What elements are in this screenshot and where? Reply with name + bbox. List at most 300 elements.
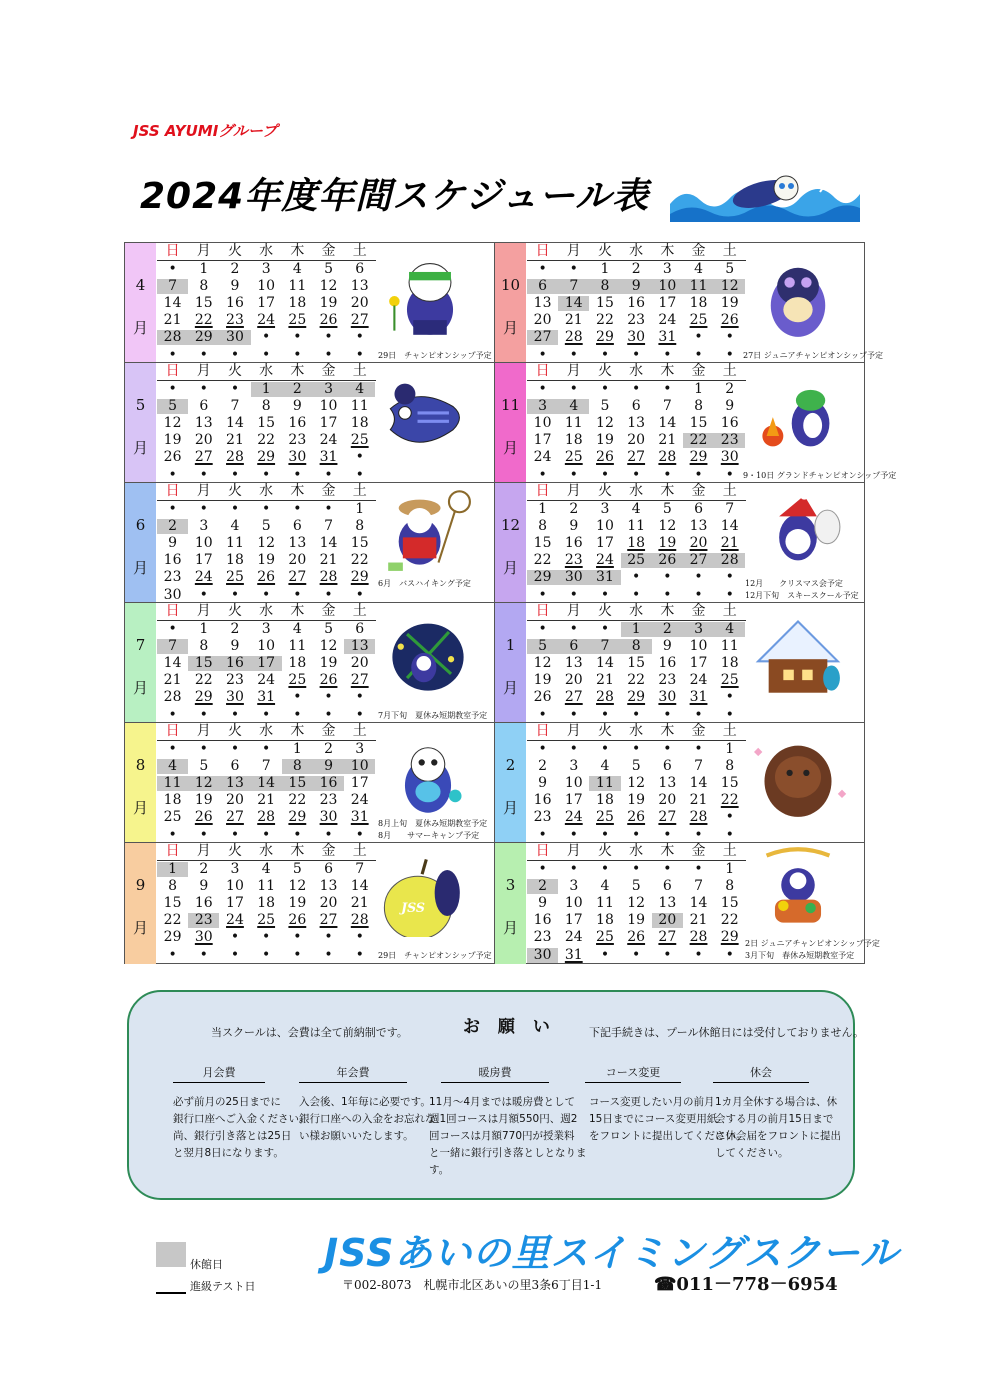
day-cell: 21 [596, 672, 614, 689]
page-title: 2024年度年間スケジュール表 [140, 176, 650, 217]
day-cell: 4 [292, 261, 302, 278]
empty-day: • [725, 586, 734, 603]
day-cell: 17 [226, 895, 244, 912]
penguin-illustration [375, 731, 481, 819]
day-cell: 11 [589, 776, 620, 791]
empty-day: • [324, 329, 333, 346]
month-block [125, 603, 495, 723]
empty-day: • [663, 586, 672, 603]
empty-day: • [262, 946, 271, 963]
day-cell: 20 [533, 312, 552, 329]
day-cell: 26 [319, 672, 338, 689]
annual-fee-text: 入会後、1年毎に必要です。 銀行口座への入金をお忘れな い様お願いいたします。 [299, 1096, 436, 1142]
event-note: 12月下旬 スキースクール予定 [745, 591, 859, 600]
empty-day: • [324, 501, 333, 518]
day-cell: 21 [720, 535, 739, 552]
day-cell: 4 [600, 758, 610, 775]
month-band [495, 243, 526, 362]
empty-day: • [725, 706, 734, 723]
day-cell: 4 [292, 621, 302, 638]
week-row [527, 415, 746, 432]
day-cell: 22 [627, 672, 646, 689]
event-note: 6月 バスハイキング予定 [378, 579, 471, 588]
day-cell: 20 [288, 552, 307, 569]
month-kanji: 月 [502, 439, 518, 457]
empty-day: • [355, 706, 364, 723]
empty-day: • [538, 826, 547, 843]
day-cell: 21 [564, 312, 583, 329]
day-cell: 19 [627, 912, 646, 929]
day-cell: 16 [288, 415, 307, 432]
week-row [527, 449, 746, 466]
week-row [527, 929, 746, 946]
day-cell: 19 [533, 672, 552, 689]
day-cell: 23 [163, 569, 182, 586]
month-number: 9 [135, 876, 146, 894]
empty-day: • [725, 466, 734, 483]
penguin-illustration [745, 251, 851, 339]
day-cell: 15 [627, 655, 646, 672]
heating-fee-heading: 暖房費 [441, 1064, 549, 1083]
empty-day: • [538, 621, 547, 638]
day-cell: 20 [627, 432, 646, 449]
day-cell: 15 [689, 415, 708, 432]
empty-day: • [293, 346, 302, 363]
weekday-header: 金 [691, 363, 706, 379]
day-cell: 28 [689, 929, 708, 946]
penguin-illustration [375, 611, 481, 699]
day-cell: 22 [720, 912, 739, 929]
day-cell: 22 [350, 552, 369, 569]
day-cell: 8 [725, 878, 735, 895]
week-row [527, 518, 746, 535]
day-cell: 24 [350, 792, 369, 809]
week-row [157, 672, 376, 689]
empty-day: • [230, 501, 240, 518]
weekday-header: 土 [722, 603, 737, 619]
day-cell: 25 [288, 312, 307, 329]
day-cell: 10 [564, 775, 583, 792]
day-cell: 19 [319, 655, 338, 672]
weekday-header: 木 [660, 603, 675, 619]
day-cell: 16 [163, 552, 182, 569]
month-block [125, 483, 495, 603]
weekday-header: 火 [597, 603, 612, 619]
day-cell: 10 [257, 278, 276, 295]
weekday-header: 金 [691, 603, 706, 619]
day-cell: 10 [689, 638, 708, 655]
day-cell: 24 [533, 449, 552, 466]
day-cell: 8 [282, 759, 313, 774]
day-cell: 13 [689, 518, 708, 535]
day-cell: 20 [658, 792, 677, 809]
day-cell: 1 [157, 862, 188, 877]
day-cell: 9 [292, 398, 302, 415]
empty-day: • [663, 346, 672, 363]
empty-day: • [324, 466, 333, 483]
day-cell: 9 [538, 775, 548, 792]
month-number: 6 [135, 516, 146, 534]
month-grid [527, 843, 746, 964]
day-cell: 1 [600, 261, 610, 278]
day-cell: 1 [251, 382, 282, 397]
week-row [157, 449, 376, 466]
day-cell: 7 [157, 639, 188, 654]
day-cell: 29 [350, 569, 369, 586]
month-kanji: 月 [132, 319, 148, 337]
day-cell: 30 [194, 929, 213, 946]
day-cell: 23 [564, 552, 583, 569]
leave-heading: 休会 [713, 1064, 809, 1083]
day-cell: 14 [226, 415, 244, 432]
weekday-header: 土 [352, 843, 367, 859]
empty-day: • [694, 706, 703, 723]
day-cell: 19 [319, 295, 338, 312]
weekday-header: 金 [321, 603, 336, 619]
day-cell: 16 [226, 295, 244, 312]
empty-day: • [694, 946, 703, 963]
day-cell: 17 [564, 792, 583, 809]
empty-day: • [168, 826, 177, 843]
day-cell: 8 [199, 638, 209, 655]
day-cell: 23 [288, 432, 307, 449]
week-row [527, 912, 746, 929]
weekday-header: 木 [660, 723, 675, 739]
empty-day: • [632, 346, 641, 363]
group-name: JSS AYUMIグループ [133, 122, 278, 140]
weekday-header: 火 [597, 243, 612, 259]
day-cell: 17 [564, 912, 583, 929]
empty-day: • [694, 466, 703, 483]
day-cell: 2 [157, 519, 188, 534]
day-cell: 8 [355, 518, 365, 535]
week-row [157, 895, 376, 912]
empty-day: • [725, 689, 734, 706]
empty-day: • [725, 329, 734, 346]
day-cell: 1 [355, 501, 365, 518]
day-cell: 16 [627, 295, 646, 312]
weekday-header: 木 [290, 603, 305, 619]
day-cell: 29 [689, 449, 708, 466]
empty-day: • [230, 946, 240, 963]
day-cell: 11 [157, 776, 188, 791]
month-grid [157, 723, 376, 844]
day-cell: 6 [355, 261, 365, 278]
empty-day: • [569, 861, 578, 878]
day-cell: 23 [319, 792, 338, 809]
empty-day: • [663, 381, 672, 398]
day-cell: 13 [344, 639, 375, 654]
day-cell: 28 [257, 809, 276, 826]
day-cell: 9 [569, 518, 579, 535]
penguin-illustration [375, 371, 481, 459]
day-cell: 25 [596, 929, 614, 946]
day-cell: 10 [533, 415, 552, 432]
day-cell: 28 [350, 912, 369, 929]
day-cell: 27 [226, 809, 244, 826]
event-note: 29日 チャンピオンシップ予定 [378, 951, 492, 960]
day-cell: 24 [658, 312, 677, 329]
day-cell: 3 [230, 861, 240, 878]
week-row [157, 689, 376, 706]
weekday-header: 月 [196, 483, 211, 499]
day-cell: 1 [199, 621, 209, 638]
week-row [157, 381, 376, 398]
day-cell: 7 [324, 518, 333, 535]
month-kanji: 月 [132, 559, 148, 577]
address: 〒002-8073 札幌市北区あいの里3条6丁目1-1 [342, 1278, 603, 1292]
day-cell: 24 [257, 312, 276, 329]
day-cell: 19 [658, 535, 677, 552]
empty-day: • [324, 826, 333, 843]
day-cell: 22 [720, 792, 739, 809]
weekday-header: 日 [165, 723, 180, 739]
day-cell: 2 [230, 621, 240, 638]
weekday-header: 土 [722, 843, 737, 859]
weekday-header: 月 [566, 843, 581, 859]
day-cell: 21 [350, 895, 369, 912]
weekday-header: 月 [566, 483, 581, 499]
monthly-fee-heading: 月会費 [173, 1064, 265, 1083]
empty-day: • [569, 621, 578, 638]
day-cell: 25 [720, 672, 739, 689]
day-cell: 5 [157, 399, 188, 414]
weekday-header: 月 [196, 603, 211, 619]
day-cell: 24 [226, 912, 244, 929]
weekday-header: 火 [227, 363, 242, 379]
weekday-header: 水 [629, 843, 644, 859]
week-row [527, 587, 746, 604]
empty-day: • [663, 826, 672, 843]
empty-day: • [663, 741, 672, 758]
day-cell: 12 [627, 895, 646, 912]
day-cell: 8 [694, 398, 703, 415]
empty-day: • [569, 706, 578, 723]
day-cell: 5 [199, 758, 209, 775]
week-row [157, 878, 376, 895]
weekday-header: 金 [691, 843, 706, 859]
day-cell: 30 [627, 329, 646, 346]
day-cell: 21 [226, 432, 244, 449]
day-cell: 20 [350, 295, 369, 312]
empty-day: • [262, 586, 271, 603]
day-cell: 29 [596, 329, 614, 346]
week-row [157, 621, 376, 638]
telephone: ☎011－778－6954 [654, 1274, 838, 1295]
day-cell: 30 [288, 449, 307, 466]
day-cell: 11 [627, 518, 646, 535]
day-cell: 18 [257, 895, 276, 912]
week-row [157, 552, 376, 569]
day-cell: 27 [658, 929, 677, 946]
day-cell: 26 [720, 312, 739, 329]
day-cell: 1 [292, 741, 302, 758]
month-grid [527, 483, 746, 604]
leave-text: 1カ月全休する場合は、休 会する月の前月15日まで に休会届をフロントに提出 してください。 [715, 1096, 841, 1159]
day-cell: 11 [226, 535, 244, 552]
empty-day: • [538, 261, 547, 278]
day-cell: 7 [558, 279, 589, 294]
notice-title: お 願 い [463, 1017, 556, 1037]
month-number: 8 [135, 756, 146, 774]
day-cell: 4 [344, 382, 375, 397]
day-cell: 20 [689, 535, 708, 552]
day-cell: 26 [163, 449, 182, 466]
day-cell: 7 [694, 878, 703, 895]
weekday-header: 土 [352, 243, 367, 259]
day-cell: 28 [319, 569, 338, 586]
week-row [157, 758, 376, 775]
day-cell: 17 [689, 655, 708, 672]
day-cell: 19 [194, 792, 213, 809]
day-cell: 28 [596, 689, 614, 706]
weekday-header: 月 [196, 723, 211, 739]
day-cell: 5 [324, 621, 333, 638]
month-kanji: 月 [502, 919, 518, 937]
day-cell: 26 [533, 689, 552, 706]
weekday-header: 火 [227, 843, 242, 859]
day-cell: 2 [199, 861, 209, 878]
month-block [125, 363, 495, 483]
month-number: 1 [505, 636, 516, 654]
day-cell: 16 [720, 415, 739, 432]
week-row [157, 261, 376, 278]
weekday-header: 火 [597, 483, 612, 499]
day-cell: 12 [163, 415, 182, 432]
day-cell: 12 [319, 278, 338, 295]
weekday-header: 水 [629, 483, 644, 499]
day-cell: 28 [658, 449, 677, 466]
month-grid [527, 363, 746, 484]
week-row [157, 347, 376, 364]
day-cell: 26 [627, 929, 646, 946]
day-cell: 14 [596, 655, 614, 672]
course-change-heading: コース変更 [585, 1064, 681, 1083]
day-cell: 11 [288, 638, 307, 655]
empty-day: • [663, 946, 672, 963]
empty-day: • [324, 929, 333, 946]
day-cell: 17 [194, 552, 213, 569]
day-cell: 31 [319, 449, 338, 466]
weekday-header: 火 [227, 723, 242, 739]
day-cell: 17 [350, 775, 369, 792]
empty-day: • [230, 466, 240, 483]
weekday-header: 土 [352, 603, 367, 619]
weekday-header: 水 [259, 243, 274, 259]
day-cell: 31 [689, 689, 708, 706]
week-row [527, 827, 746, 844]
day-cell: 22 [194, 312, 213, 329]
day-cell: 5 [725, 261, 735, 278]
day-cell: 8 [199, 278, 209, 295]
month-number: 5 [135, 396, 146, 414]
weekday-header: 金 [691, 483, 706, 499]
day-cell: 19 [627, 792, 646, 809]
empty-day: • [293, 946, 302, 963]
empty-day: • [632, 586, 641, 603]
day-cell: 24 [257, 672, 276, 689]
empty-day: • [168, 706, 177, 723]
day-cell: 19 [163, 432, 182, 449]
day-cell: 20 [194, 432, 213, 449]
day-cell: 7 [725, 501, 735, 518]
weekday-header: 木 [660, 843, 675, 859]
empty-day: • [324, 689, 333, 706]
weekday-header: 日 [535, 243, 550, 259]
empty-day: • [538, 346, 547, 363]
week-row [157, 415, 376, 432]
day-cell: 25 [564, 449, 583, 466]
empty-day: • [199, 466, 208, 483]
day-cell: 28 [226, 449, 244, 466]
empty-day: • [725, 826, 734, 843]
month-grid [157, 483, 376, 604]
day-cell: 11 [720, 638, 739, 655]
day-cell: 30 [219, 330, 250, 345]
day-cell: 22 [683, 433, 714, 448]
week-row [157, 912, 376, 929]
weekday-header: 日 [535, 843, 550, 859]
empty-day: • [355, 449, 364, 466]
weekday-header: 木 [660, 483, 675, 499]
day-cell: 6 [694, 501, 703, 518]
week-row [527, 432, 746, 449]
day-cell: 1 [694, 381, 703, 398]
day-cell: 15 [720, 775, 739, 792]
week-row [157, 947, 376, 964]
day-cell: 27 [350, 312, 369, 329]
day-cell: 6 [662, 758, 672, 775]
empty-day: • [569, 586, 578, 603]
event-note: 2日 ジュニアチャンピオンシップ予定 [745, 939, 880, 948]
day-cell: 15 [596, 295, 614, 312]
day-cell: 5 [292, 861, 302, 878]
day-cell: 15 [257, 415, 276, 432]
weekday-header: 土 [722, 723, 737, 739]
empty-day: • [569, 741, 578, 758]
weekday-header: 火 [597, 723, 612, 739]
day-cell: 3 [355, 741, 365, 758]
day-cell: 11 [564, 415, 583, 432]
weekday-header: 木 [290, 483, 305, 499]
month-kanji: 月 [132, 439, 148, 457]
week-row [527, 329, 746, 346]
day-cell: 24 [596, 552, 614, 569]
penguin-illustration [375, 485, 481, 573]
empty-day: • [538, 586, 547, 603]
day-cell: 22 [533, 552, 552, 569]
week-row [157, 398, 376, 415]
day-cell: 25 [226, 569, 244, 586]
event-note: 8月上旬 夏休み短期教室予定 [378, 819, 488, 828]
day-cell: 9 [621, 279, 652, 294]
day-cell: 19 [596, 432, 614, 449]
month-grid [527, 603, 746, 724]
day-cell: 4 [558, 399, 589, 414]
day-cell: 2 [631, 261, 641, 278]
day-cell: 25 [350, 432, 369, 449]
week-row [527, 501, 746, 518]
day-cell: 18 [288, 295, 307, 312]
weekday-header: 土 [352, 483, 367, 499]
week-row [527, 312, 746, 329]
day-cell: 4 [230, 518, 240, 535]
day-cell: 30 [658, 689, 677, 706]
empty-day: • [262, 929, 271, 946]
day-cell: 2 [538, 758, 548, 775]
day-cell: 4 [600, 878, 610, 895]
week-row [527, 792, 746, 809]
